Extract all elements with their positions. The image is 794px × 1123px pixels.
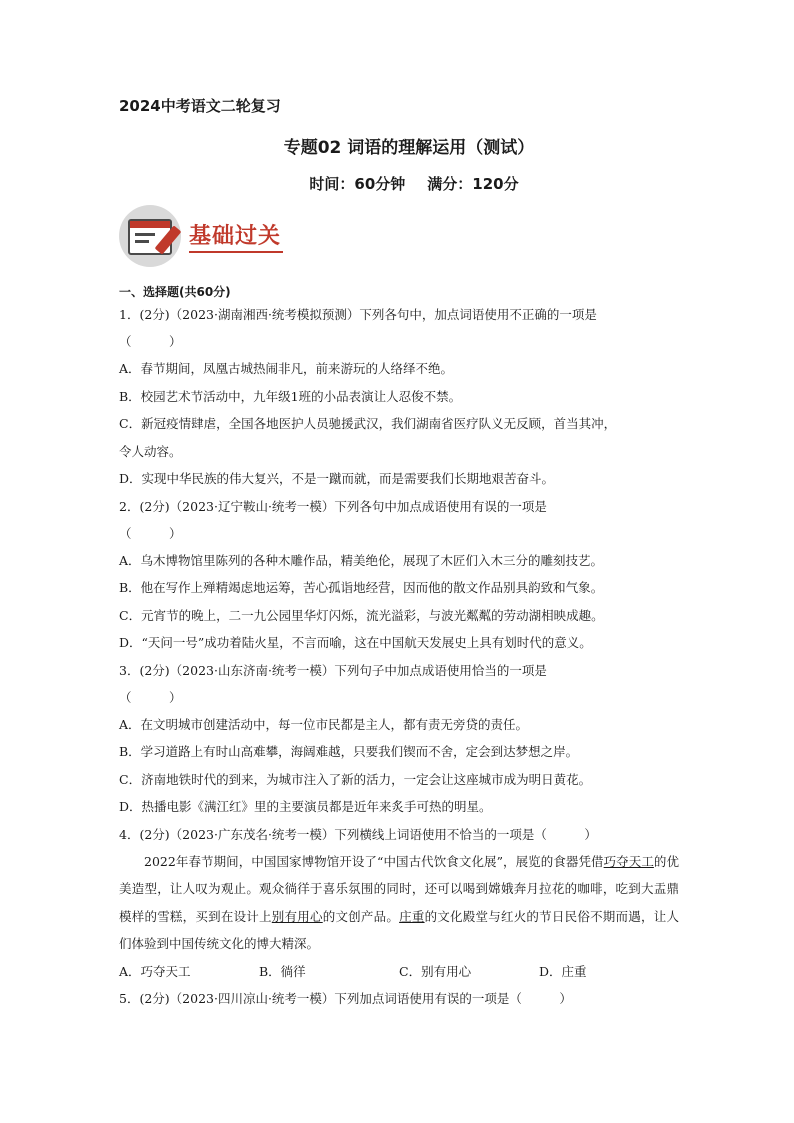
question-5 — [119, 985, 679, 1012]
question-stem: 5．(2分)（2023·四川凉山·统考一模）下列加点词语使用有误的一项是（ ） — [119, 990, 572, 1006]
option-c: C．济南地铁时代的到来，为城市注入了新的活力，一定会让这座城市成为明日黄花。 — [119, 771, 592, 787]
badge-label: 基础过关 — [189, 223, 282, 249]
option-b: B．校园艺术节活动中，九年级1班的小品表演让人忍俊不禁。 — [119, 388, 462, 404]
question-4 — [119, 821, 679, 985]
question-stem: 2．(2分)（2023·辽宁鞍山·统考一模）下列各句中加点成语使用有误的一项是 — [119, 498, 547, 514]
passage-text: 的文创产品。 — [322, 908, 400, 924]
underlined-word: 别有用心 — [271, 908, 323, 924]
option-a: A．春节期间，凤凰古城热闹非凡，前来游玩的人络绎不绝。 — [119, 361, 454, 376]
option-d: D．“天问一号”成功着陆火星，不言而喻，这在中国航天发展史上具有划时代的意义。 — [119, 635, 592, 650]
exam-meta — [119, 173, 679, 195]
option-c-continued: 令人动容。 — [119, 443, 182, 459]
choice-a: A．巧夺天工 — [119, 963, 191, 979]
section-badge — [119, 205, 679, 269]
choice-b: B．徜徉 — [259, 963, 306, 979]
question-2 — [119, 493, 679, 657]
option-c: C．新冠疫情肆虐，全国各地医护人员驰援武汉，我们湖南省医疗队义无反顾，首当其冲， — [119, 416, 617, 431]
answer-paren: （ ） — [119, 689, 182, 705]
exam-time: 时间：60分钟 — [309, 175, 406, 193]
series-title: 2024中考语文二轮复习 — [119, 97, 281, 115]
underlined-word: 巧夺天工 — [603, 853, 654, 869]
answer-choices — [119, 958, 679, 985]
badge-underline — [189, 251, 283, 253]
option-a: A．乌木博物馆里陈列的各种木雕作品，精美绝伦，展现了木匠们入木三分的雕刻技艺。 — [119, 552, 604, 568]
underlined-word: 庄重 — [399, 908, 425, 924]
passage-text: 的优美造型，让人叹为观止。观众徜徉于喜乐氛围的同时，还可以喝到嫦娥奔月拉花的咖啡，吃到大盂鼎模样的雪糕，买到在设计上 — [119, 853, 679, 924]
question-passage — [119, 848, 679, 958]
passage-text: 2022年春节期间，中国国家博物馆开设了“中国古代饮食文化展”，展览的食器凭借 — [144, 853, 604, 869]
page-title: 专题02 词语的理解运用（测试） — [283, 138, 535, 158]
question-3 — [119, 657, 679, 821]
choice-d: D．庄重 — [539, 963, 587, 979]
page-content — [119, 95, 679, 1012]
question-1 — [119, 301, 679, 493]
exam-score: 满分：120分 — [427, 175, 519, 193]
answer-paren: （ ） — [119, 334, 182, 349]
question-stem: 4．(2分)（2023·广东茂名·统考一模）下列横线上词语使用不恰当的一项是（ ） — [119, 826, 597, 842]
option-d: D．实现中华民族的伟大复兴，不是一蹴而就，而是需要我们长期地艰苦奋斗。 — [119, 471, 555, 486]
option-c: C．元宵节的晚上，二一九公园里华灯闪烁，流光溢彩，与波光粼粼的劳动湖相映成趣。 — [119, 607, 604, 623]
question-stem: 3．(2分)（2023·山东济南·统考一模）下列句子中加点成语使用恰当的一项是 — [119, 662, 547, 678]
option-d: D．热播电影《满江红》里的主要演员都是近年来炙手可热的明星。 — [119, 799, 492, 814]
passage-text: 的文化殿堂与红火的节日民俗不期而遇，让人们体验到中国传统文化的博大精深。 — [119, 908, 679, 951]
option-b: B．学习道路上有时山高难攀，海阔难越，只要我们锲而不舍，定会到达梦想之岸。 — [119, 744, 579, 759]
answer-paren: （ ） — [119, 525, 182, 541]
choice-c: C．别有用心 — [399, 963, 472, 979]
question-stem: 1．(2分)（2023·湖南湘西·统考模拟预测）下列各句中，加点词语使用不正确的一项是 — [119, 307, 597, 322]
section-heading: 一、选择题(共60分) — [119, 285, 231, 299]
option-a: A．在文明城市创建活动中，每一位市民都是主人，都有责无旁贷的责任。 — [119, 716, 529, 732]
option-b: B．他在写作上殚精竭虑地运筹，苦心孤诣地经营，因而他的散文作品别具韵致和气象。 — [119, 580, 604, 595]
